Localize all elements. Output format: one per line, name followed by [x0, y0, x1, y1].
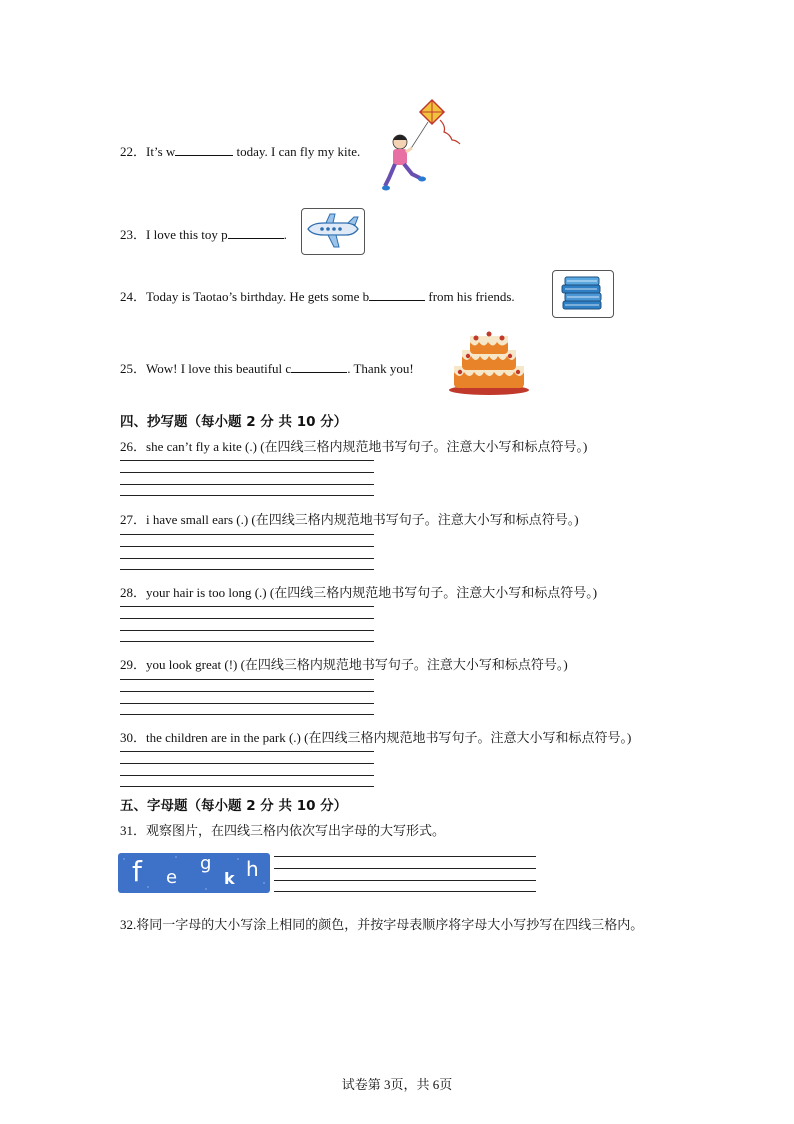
letter-g: g	[200, 853, 212, 874]
question-27: 27．i have small ears (.) (在四线三格内规范地书写句子。注意大小写和标点符号。)	[120, 512, 579, 527]
birthday-cake-illustration	[446, 326, 532, 396]
letter-f: f	[132, 855, 142, 888]
question-25: 25．Wow! I love this beautiful c . Thank you!	[120, 361, 414, 376]
answer-blank[interactable]	[228, 226, 284, 239]
toy-plane-picture	[301, 208, 365, 255]
question-22: 22．It’s w today. I can fly my kite.	[120, 144, 361, 159]
books-icon	[553, 271, 613, 317]
books-picture	[552, 270, 614, 318]
writing-lines-31[interactable]	[274, 856, 536, 892]
letter-k: k	[224, 869, 235, 888]
airplane-icon	[302, 209, 364, 254]
question-23: 23．I love this toy p .	[120, 227, 287, 242]
answer-blank[interactable]	[175, 143, 233, 156]
letters-picture	[118, 853, 270, 893]
question-29: 29．you look great (!) (在四线三格内规范地书写句子。注意大小写和标点符号。)	[120, 657, 568, 672]
writing-lines-29[interactable]	[120, 679, 374, 715]
letter-h: h	[246, 857, 259, 881]
page-footer: 试卷第 3页，共 6页	[341, 1077, 453, 1092]
question-30: 30．the children are in the park (.) (在四线三格内规范地书写句子。注意大小写和标点符号。)	[120, 730, 632, 745]
question-31: 31．观察图片，在四线三格内依次写出字母的大写形式。	[120, 823, 446, 838]
question-24: 24．Today is Taotao’s birthday. He gets some b from his friends.	[120, 289, 515, 304]
kite-child-illustration	[380, 98, 466, 198]
question-32: 32.将同一字母的大小写涂上相同的颜色，并按字母表顺序将字母大小写抄写在四线三格内。	[120, 917, 644, 932]
letter-e: e	[166, 867, 178, 888]
writing-lines-28[interactable]	[120, 606, 374, 642]
section-4-title: 四、抄写题（每小题 2 分 共 10 分）	[120, 414, 348, 430]
writing-lines-26[interactable]	[120, 460, 374, 496]
writing-lines-30[interactable]	[120, 751, 374, 787]
answer-blank[interactable]	[291, 360, 347, 373]
question-28: 28．your hair is too long (.) (在四线三格内规范地书写句子。注意大小写和标点符号。)	[120, 585, 598, 600]
answer-blank[interactable]	[369, 288, 425, 301]
question-26: 26．she can’t fly a kite (.) (在四线三格内规范地书写句子。注意大小写和标点符号。)	[120, 439, 588, 454]
writing-lines-27[interactable]	[120, 534, 374, 570]
section-5-title: 五、字母题（每小题 2 分 共 10 分）	[120, 798, 348, 814]
